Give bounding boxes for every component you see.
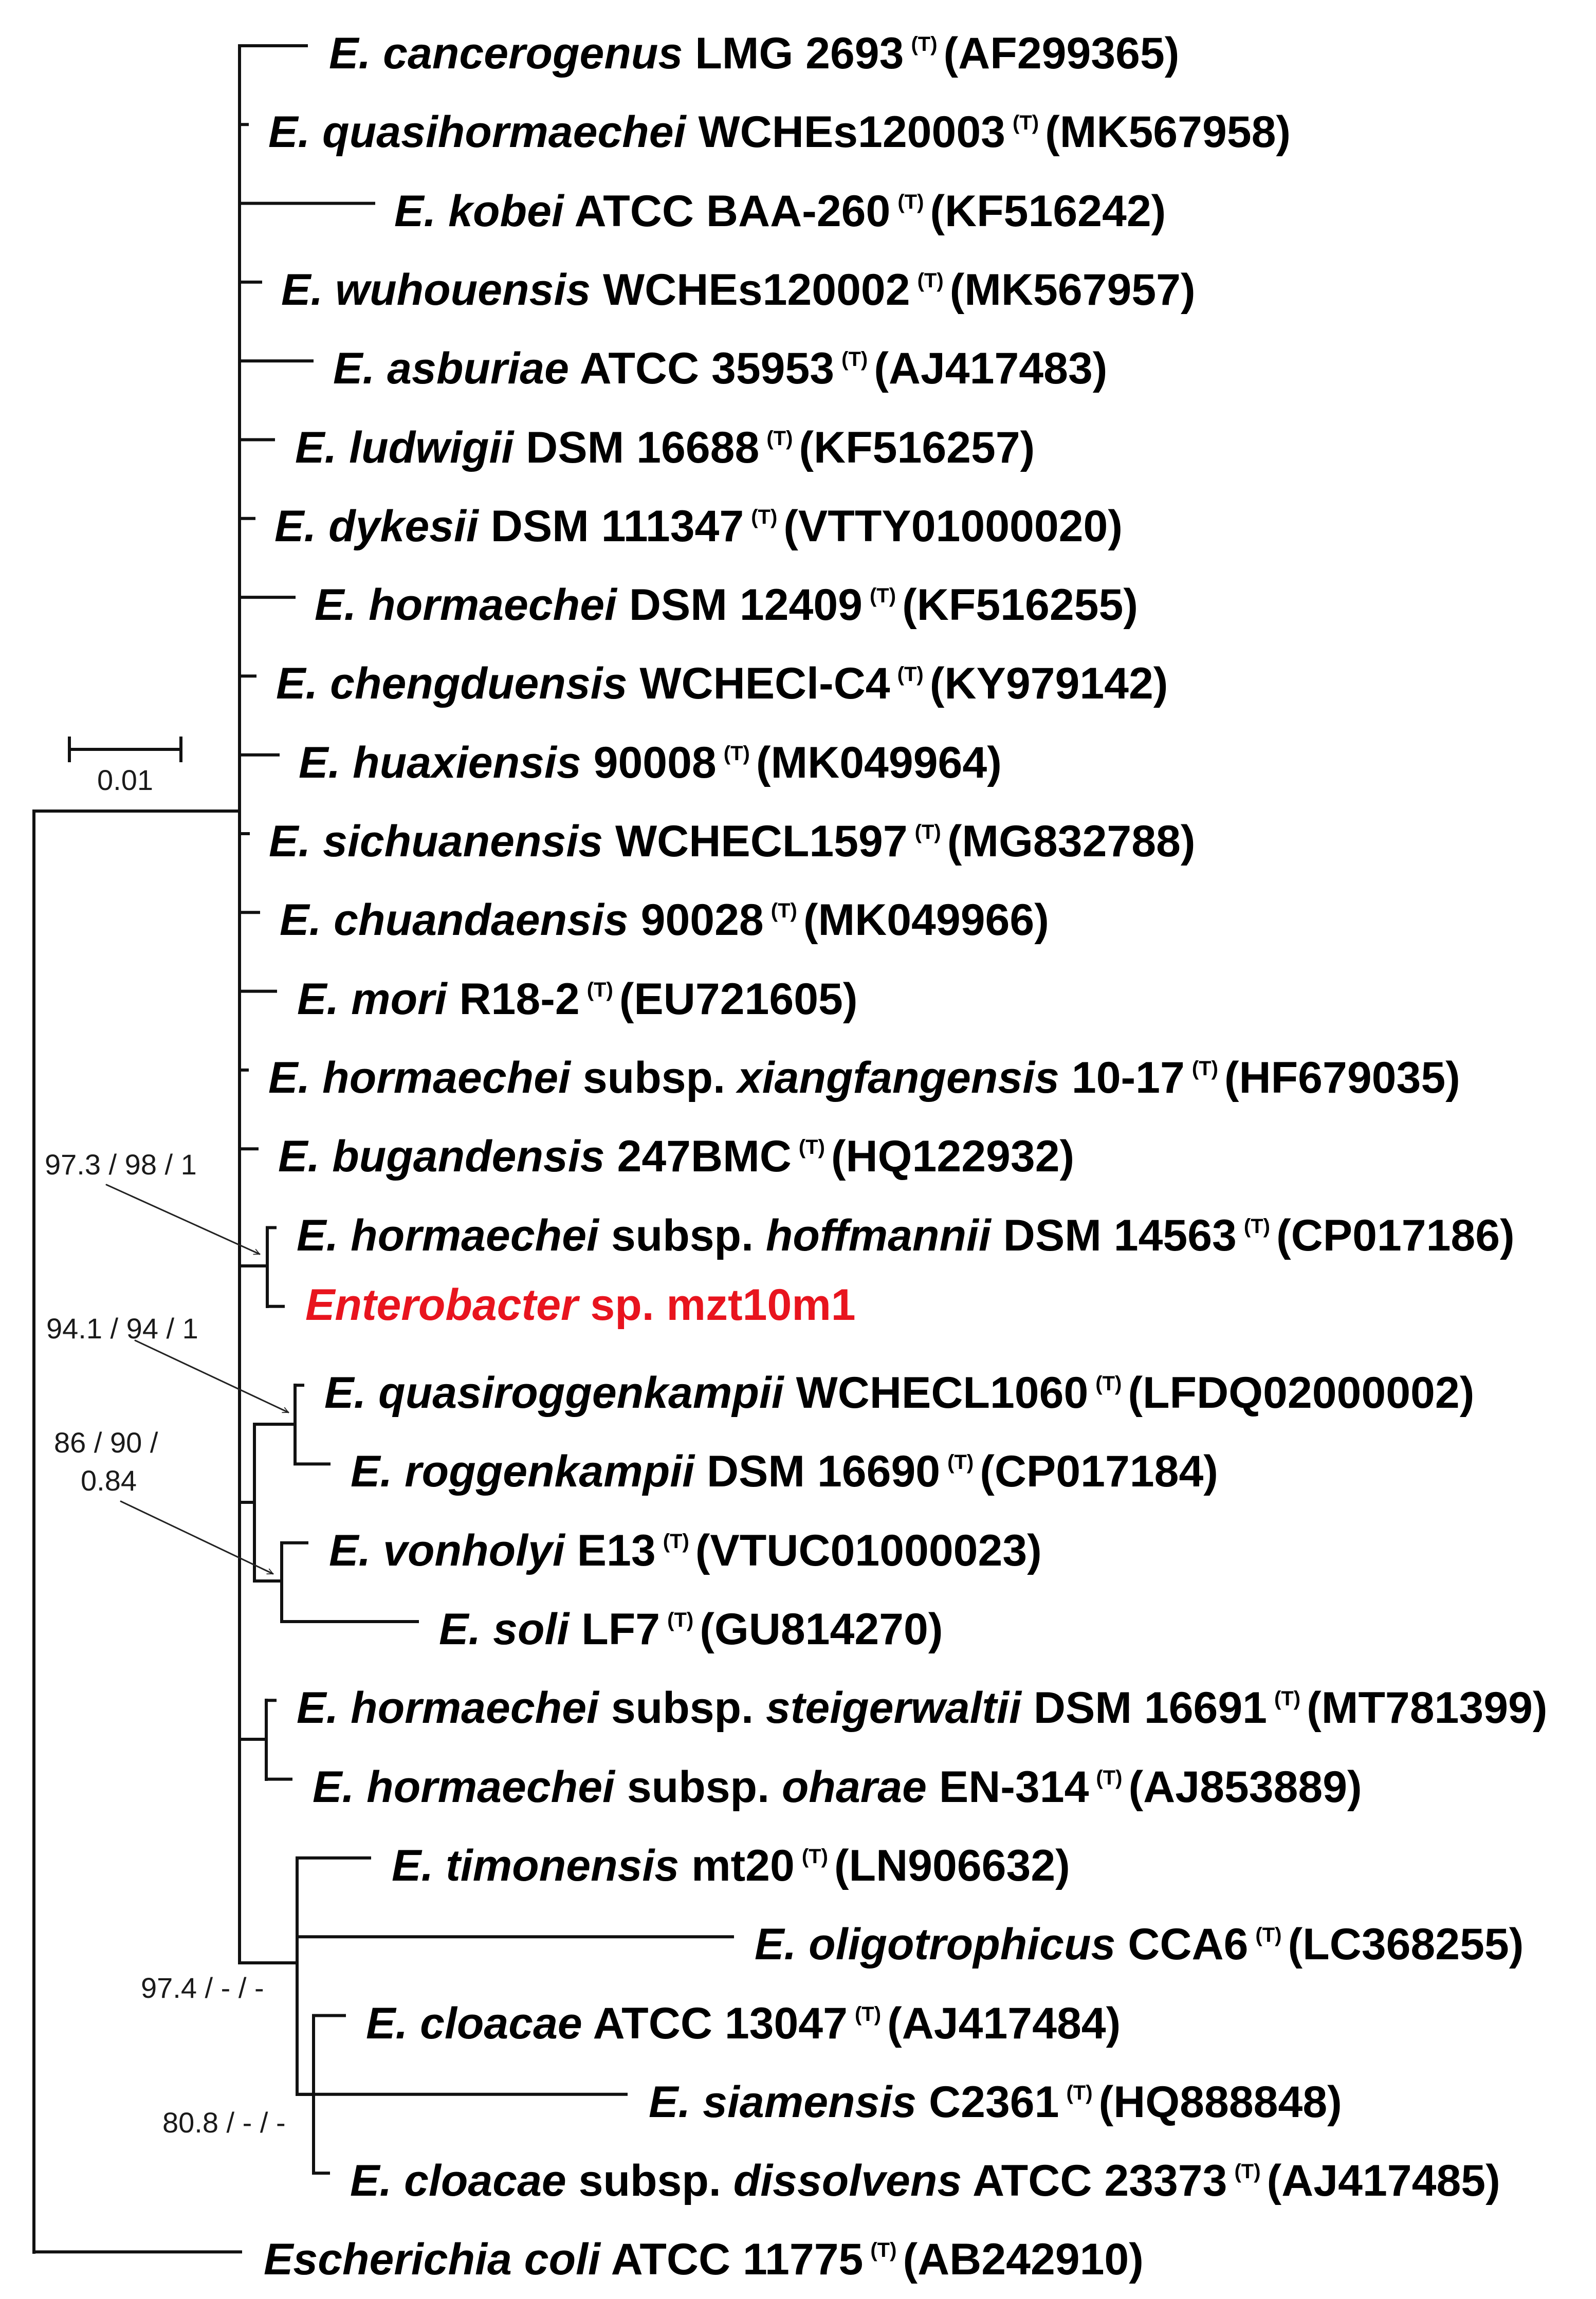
genus-name: E.	[276, 659, 318, 709]
species-name: cloacae	[404, 2156, 566, 2206]
species-name: ludwigii	[349, 422, 514, 472]
taxon-label	[439, 1594, 943, 1654]
species-name: sichuanensis	[323, 817, 603, 866]
species-name: mori	[351, 974, 447, 1024]
subspecies-abbrev: subsp.	[611, 1210, 754, 1260]
subspecies-name: steigerwaltii	[765, 1683, 1021, 1733]
taxon-label	[274, 491, 1123, 551]
strain-id: WCHECl-C4	[639, 659, 890, 709]
taxon-label	[268, 1043, 1460, 1102]
genus-name: E.	[366, 1998, 408, 2048]
species-name: hormaechei	[322, 1053, 571, 1102]
species-name: dykesii	[328, 501, 479, 551]
strain-id: ATCC 11775	[611, 2235, 864, 2285]
species-name: cancerogenus	[383, 29, 683, 78]
taxon-label	[297, 1201, 1515, 1260]
support-value-label: 86 / 90 /	[54, 1426, 158, 1459]
type-strain-mark: (T)	[663, 1530, 689, 1553]
type-strain-mark: (T)	[751, 505, 778, 528]
subspecies-name: hoffmannii	[765, 1210, 991, 1260]
accession-number: (AJ853889)	[1128, 1762, 1362, 1812]
species-name: roggenkampii	[405, 1447, 695, 1497]
accession-number: (AJ417484)	[887, 1998, 1121, 2048]
strain-id: WCHECL1060	[796, 1368, 1089, 1418]
taxon-label	[278, 1121, 1075, 1182]
species-name: coli	[524, 2235, 600, 2285]
strain-id: WCHEs120003	[698, 107, 1005, 157]
support-value-label: 97.3 / 98 / 1	[45, 1148, 197, 1181]
accession-number: (CP017184)	[980, 1447, 1218, 1497]
taxon-label	[313, 1752, 1362, 1812]
strain-id: C2361	[929, 2077, 1059, 2127]
species-name: bugandensis	[332, 1132, 605, 1182]
genus-name: E.	[755, 1920, 797, 1970]
genus-name: E.	[315, 580, 357, 630]
genus-name: E.	[649, 2077, 691, 2127]
strain-id: WCHEs120002	[603, 265, 910, 315]
accession-number: (KF516257)	[799, 422, 1035, 472]
accession-number: (KY979142)	[929, 659, 1168, 709]
strain-id: 90008	[593, 738, 717, 787]
species-name: cloacae	[420, 1998, 582, 2048]
taxon-label	[315, 570, 1138, 630]
type-strain-mark: (T)	[917, 269, 944, 292]
accession-number: (LN906632)	[834, 1841, 1070, 1890]
type-strain-mark: (T)	[1243, 1215, 1270, 1238]
subspecies-abbrev: subsp.	[582, 1053, 725, 1102]
species-name: quasiroggenkampii	[378, 1368, 784, 1418]
type-strain-mark: (T)	[1255, 1924, 1282, 1947]
type-strain-mark: (T)	[766, 427, 793, 450]
genus-name: E.	[333, 344, 375, 394]
accession-number: (EU721605)	[619, 974, 858, 1024]
genus-name: E.	[329, 29, 371, 78]
genus-name: E.	[278, 1132, 320, 1182]
type-strain-mark: (T)	[667, 1609, 694, 1631]
species-name: hormaechei	[351, 1683, 599, 1733]
support-value-label: 0.84	[81, 1464, 137, 1497]
species-name: timonensis	[446, 1841, 680, 1890]
subspecies-name: dissolvens	[733, 2156, 962, 2206]
subspecies-name: xiangfangensis	[737, 1053, 1059, 1102]
type-strain-mark: (T)	[1066, 2081, 1093, 2104]
genus-name: E.	[297, 1683, 339, 1733]
accession-number: (MK049964)	[756, 738, 1002, 787]
type-strain-mark: (T)	[869, 584, 896, 608]
genus-name: E.	[268, 1053, 310, 1102]
taxon-label	[324, 1358, 1475, 1418]
accession-number: (MK567958)	[1045, 107, 1291, 157]
type-strain-mark: (T)	[911, 33, 938, 56]
taxon-label	[281, 255, 1196, 315]
taxon-label	[268, 97, 1291, 157]
subspecies-abbrev: subsp.	[611, 1683, 754, 1733]
taxon-label	[329, 1516, 1042, 1575]
strain-id: ATCC 13047	[593, 1998, 848, 2048]
strain-id: DSM 12409	[629, 580, 863, 630]
support-arrow	[135, 1340, 288, 1412]
taxon-label	[295, 413, 1035, 472]
accession-number: (MK567957)	[949, 265, 1196, 315]
genus-name: E.	[299, 738, 341, 787]
strain-id: DSM 111347	[490, 501, 744, 551]
species-name: soli	[493, 1605, 570, 1654]
accession-number: (LC368255)	[1288, 1920, 1524, 1970]
accession-number: (AB242910)	[903, 2235, 1144, 2285]
support-value-label: 97.4 / - / -	[141, 1972, 264, 2004]
support-value-label: 80.8 / - / -	[162, 2106, 286, 2139]
species-name: hormaechei	[369, 580, 617, 630]
type-strain-mark: (T)	[1013, 112, 1039, 135]
genus-name: E.	[439, 1605, 481, 1654]
type-strain-mark: (T)	[586, 978, 613, 1001]
strain-id: DSM 16688	[526, 422, 760, 472]
species-name: wuhouensis	[335, 265, 591, 315]
genus-name: E.	[280, 895, 322, 945]
species-name: hormaechei	[351, 1210, 599, 1260]
taxon-label	[299, 728, 1002, 787]
accession-number: (HQ122932)	[831, 1132, 1075, 1182]
accession-number: (MK049966)	[803, 895, 1049, 945]
support-arrows	[106, 1185, 288, 1574]
strain-id: WCHECL1597	[615, 817, 908, 866]
taxon-label	[755, 1909, 1524, 1970]
type-strain-mark: (T)	[1096, 1766, 1123, 1789]
strain-id: DSM 14563	[1003, 1210, 1237, 1260]
strain-id: 90028	[640, 895, 764, 945]
taxon-label	[394, 176, 1166, 236]
accession-number: (LFDQ02000002)	[1128, 1368, 1475, 1418]
species-name: vonholyi	[383, 1525, 565, 1575]
strain-id: sp. mzt10m1	[590, 1280, 856, 1330]
strain-id: LMG 2693	[695, 29, 904, 78]
strain-id: mt20	[691, 1841, 795, 1890]
species-name: hormaechei	[366, 1762, 615, 1812]
type-strain-mark: (T)	[897, 190, 924, 213]
type-strain-mark: (T)	[854, 2002, 882, 2026]
type-strain-mark: (T)	[801, 1845, 828, 1868]
genus-name: E.	[268, 107, 310, 157]
type-strain-mark: (T)	[798, 1136, 825, 1159]
genus-name: E.	[351, 1447, 393, 1497]
taxon-label	[297, 1673, 1548, 1733]
strain-id: 10-17	[1071, 1053, 1185, 1102]
type-strain-mark: (T)	[1191, 1057, 1218, 1080]
genus-name: E.	[281, 265, 323, 315]
species-name: huaxiensis	[353, 738, 581, 787]
genus-name: E.	[324, 1368, 366, 1418]
taxon-label	[264, 2224, 1144, 2285]
taxon-label	[649, 2067, 1342, 2127]
accession-number: (AJ417485)	[1267, 2156, 1500, 2206]
genus-name: E.	[269, 817, 311, 866]
genus-name: Enterobacter	[305, 1280, 578, 1330]
accession-number: (KF516242)	[930, 186, 1166, 236]
strain-id: CCA6	[1128, 1920, 1249, 1970]
accession-number: (KF516255)	[902, 580, 1138, 630]
scale-bar-label: 0.01	[97, 764, 153, 796]
taxon-label	[333, 334, 1108, 394]
strain-id: ATCC BAA-260	[574, 186, 891, 236]
type-strain-mark: (T)	[723, 742, 750, 765]
genus-name: E.	[295, 422, 337, 472]
genus-name: E.	[313, 1762, 355, 1812]
type-strain-mark: (T)	[870, 2239, 897, 2262]
accession-number: (GU814270)	[700, 1605, 943, 1654]
species-name: quasihormaechei	[322, 107, 686, 157]
strain-id: ATCC 35953	[579, 344, 835, 394]
support-value-label: 94.1 / 94 / 1	[46, 1312, 198, 1345]
strain-id: R18-2	[459, 974, 580, 1024]
species-name: chuandaensis	[334, 895, 629, 945]
scale-bar	[69, 738, 181, 761]
species-name: kobei	[448, 186, 564, 236]
genus-name: E.	[350, 2156, 392, 2206]
subspecies-abbrev: subsp.	[578, 2156, 721, 2206]
genus-name: E.	[297, 974, 339, 1024]
type-strain-mark: (T)	[841, 348, 868, 371]
accession-number: (AF299365)	[943, 29, 1180, 78]
taxon-label	[329, 19, 1180, 78]
type-strain-mark: (T)	[914, 821, 941, 843]
accession-number: (AJ417483)	[874, 344, 1108, 394]
subspecies-abbrev: subsp.	[627, 1762, 769, 1812]
accession-number: (MT781399)	[1307, 1683, 1548, 1733]
species-name: asburiae	[387, 344, 569, 394]
accession-number: (HQ888848)	[1098, 2077, 1342, 2127]
taxon-label	[276, 649, 1168, 709]
support-arrow	[106, 1185, 260, 1254]
species-name: siamensis	[703, 2077, 917, 2127]
type-strain-mark: (T)	[947, 1451, 974, 1474]
genus-name: E.	[394, 186, 436, 236]
genus-name: E.	[392, 1841, 434, 1890]
strain-id: DSM 16691	[1033, 1683, 1268, 1733]
accession-number: (CP017186)	[1276, 1210, 1515, 1260]
strain-id: ATCC 23373	[972, 2156, 1227, 2206]
strain-id: E13	[577, 1525, 656, 1575]
accession-number: (VTUC01000023)	[695, 1525, 1042, 1575]
taxon-label-highlighted	[305, 1279, 856, 1331]
type-strain-mark: (T)	[1274, 1687, 1301, 1711]
taxon-label	[392, 1831, 1070, 1890]
support-arrow	[121, 1501, 273, 1574]
strain-id: EN-314	[939, 1762, 1089, 1812]
taxon-label	[351, 1437, 1218, 1497]
accession-number: (VTTY01000020)	[783, 501, 1123, 551]
taxon-label	[366, 1989, 1121, 2048]
type-strain-mark: (T)	[897, 663, 924, 686]
type-strain-mark: (T)	[771, 899, 797, 923]
genus-name: E.	[274, 501, 317, 551]
taxon-label	[269, 806, 1196, 866]
genus-name: E.	[297, 1210, 339, 1260]
accession-number: (MG832788)	[947, 817, 1196, 866]
subspecies-name: oharae	[781, 1762, 927, 1812]
type-strain-mark: (T)	[1095, 1372, 1122, 1395]
genus-name: E.	[329, 1525, 371, 1575]
species-name: chengduensis	[330, 659, 628, 709]
genus-name: Escherichia	[264, 2235, 512, 2285]
strain-id: DSM 16690	[706, 1447, 941, 1497]
type-strain-mark: (T)	[1234, 2160, 1261, 2183]
taxon-label	[280, 885, 1049, 945]
taxon-label	[350, 2146, 1500, 2206]
taxon-label	[297, 964, 858, 1024]
strain-id: LF7	[581, 1605, 661, 1654]
strain-id: 247BMC	[617, 1132, 792, 1182]
species-name: oligotrophicus	[809, 1920, 1116, 1970]
accession-number: (HF679035)	[1224, 1053, 1460, 1102]
